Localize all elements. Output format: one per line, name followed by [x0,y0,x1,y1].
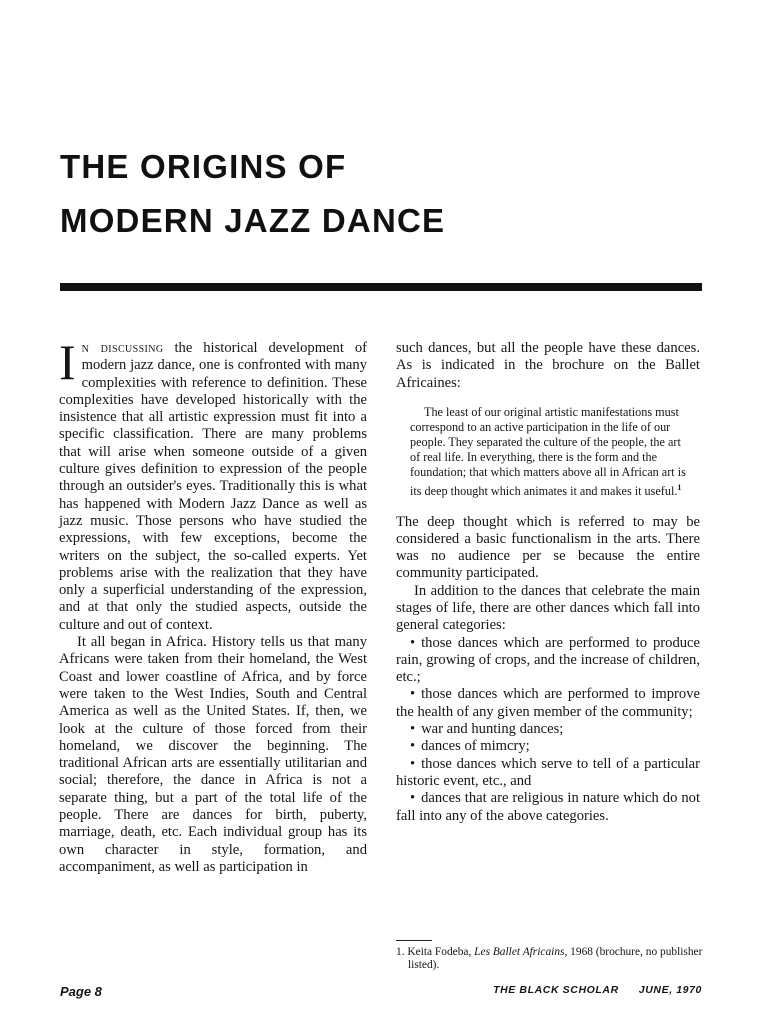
bullet-icon: • [410,686,416,703]
bullet-icon: • [410,634,416,651]
paragraph-3: such dances, but all the people have these dances. As is indicated in the brochure on the Ballet Africaines: [396,340,700,391]
list-item: • dances of mimcry; [410,738,530,755]
footnote-title: Les Ballet Africains, [474,946,568,958]
left-column [59,334,367,876]
paragraph-2: It all began in Africa. History tells us that many Africans were taken from their homeland, the West Coast and lower coastline of Africa, and by force were taken to the West Indies, South and Central America as well as the United States. If, then, we look at the culture of those forced from their homeland, we discover the beginning. The traditional African arts are essentially utilitarian and social; therefore, the dance in Africa is not a separate thing, but a part of the total life of the people. There are dances for birth, puberty, marriage, death, etc. Each individual group has its own character in style, formation, and accompaniment, as well as participation in [59,634,367,875]
running-footer [493,984,702,996]
block-quote-text: The least of our original artistic manifestations must correspond to an active participation in the life of our people. They separated the culture of the people, the art of real life. In everything, there is the form and the foundation; that which matters above all in African art is its deep thought which animates it and makes it useful. [410,404,686,499]
paragraph-5: In addition to the dances that celebrate the main stages of life, there are other dances which fall into general categories: [396,582,700,634]
paragraph-4: The deep thought which is referred to may be considered a basic functionalism in the arts. There was no audience per se because the entire community participated. [396,513,700,582]
right-column [396,340,700,825]
opening-smallcaps: n discussing [81,340,164,356]
footnote-marker: 1 [677,483,682,493]
footnote-divider [396,940,432,941]
list-item: • those dances which are performed to produce rain, growing of crops, and the increase of children, etc.; [396,634,700,686]
footnote-author: Keita Fodeba, [407,946,472,958]
footnote [396,946,714,972]
list-item: • those dances which are performed to improve the health of any given member of the community; [396,686,700,720]
bullet-icon: • [410,755,416,772]
issue-date: JUNE, 1970 [638,984,702,996]
title-line-2: MODERN JAZZ DANCE [60,202,446,239]
page-number: Page 8 [60,984,102,999]
paragraph-1-text: the historical development of modern jazz dance, one is confronted with many complexities with reference to definition. These complexities have developed historically with the insistence that all artistic expression must fit into a specific classification. There are many problems that will arise when someone outside of a given culture gives definition to expression of the people through an outsider's eyes. Traditionally this is what has happened with Modern Jazz Dance as well as jazz music. Those persons who have studied the expressions, with few exceptions, become the writers on the subject, the so-called experts. Yet problems arise with the realization that they have only a superficial understanding of the expression, and at that only the studied aspects, outside the culture and out of context. [59,340,367,633]
drop-cap: I [59,334,76,390]
category-list [396,635,700,825]
footnote-rest: 1968 (brochure, no publisher listed). [408,946,703,971]
list-item: • war and hunting dances; [410,721,564,738]
bullet-icon: • [410,738,416,755]
list-item: • those dances which serve to tell of a particular historic event, etc., and [396,755,700,789]
title-line-1: THE ORIGINS OF [60,148,347,185]
bullet-icon: • [410,790,416,807]
list-item: • dances that are religious in nature which do not fall into any of the above categories. [396,790,700,824]
footnote-number: 1. [396,946,405,958]
block-quote [410,405,692,500]
article-title [60,140,700,248]
paragraph-1 [59,334,367,634]
bullet-icon: • [410,721,416,738]
journal-name: THE BLACK SCHOLAR [493,984,619,996]
title-rule [60,283,702,291]
